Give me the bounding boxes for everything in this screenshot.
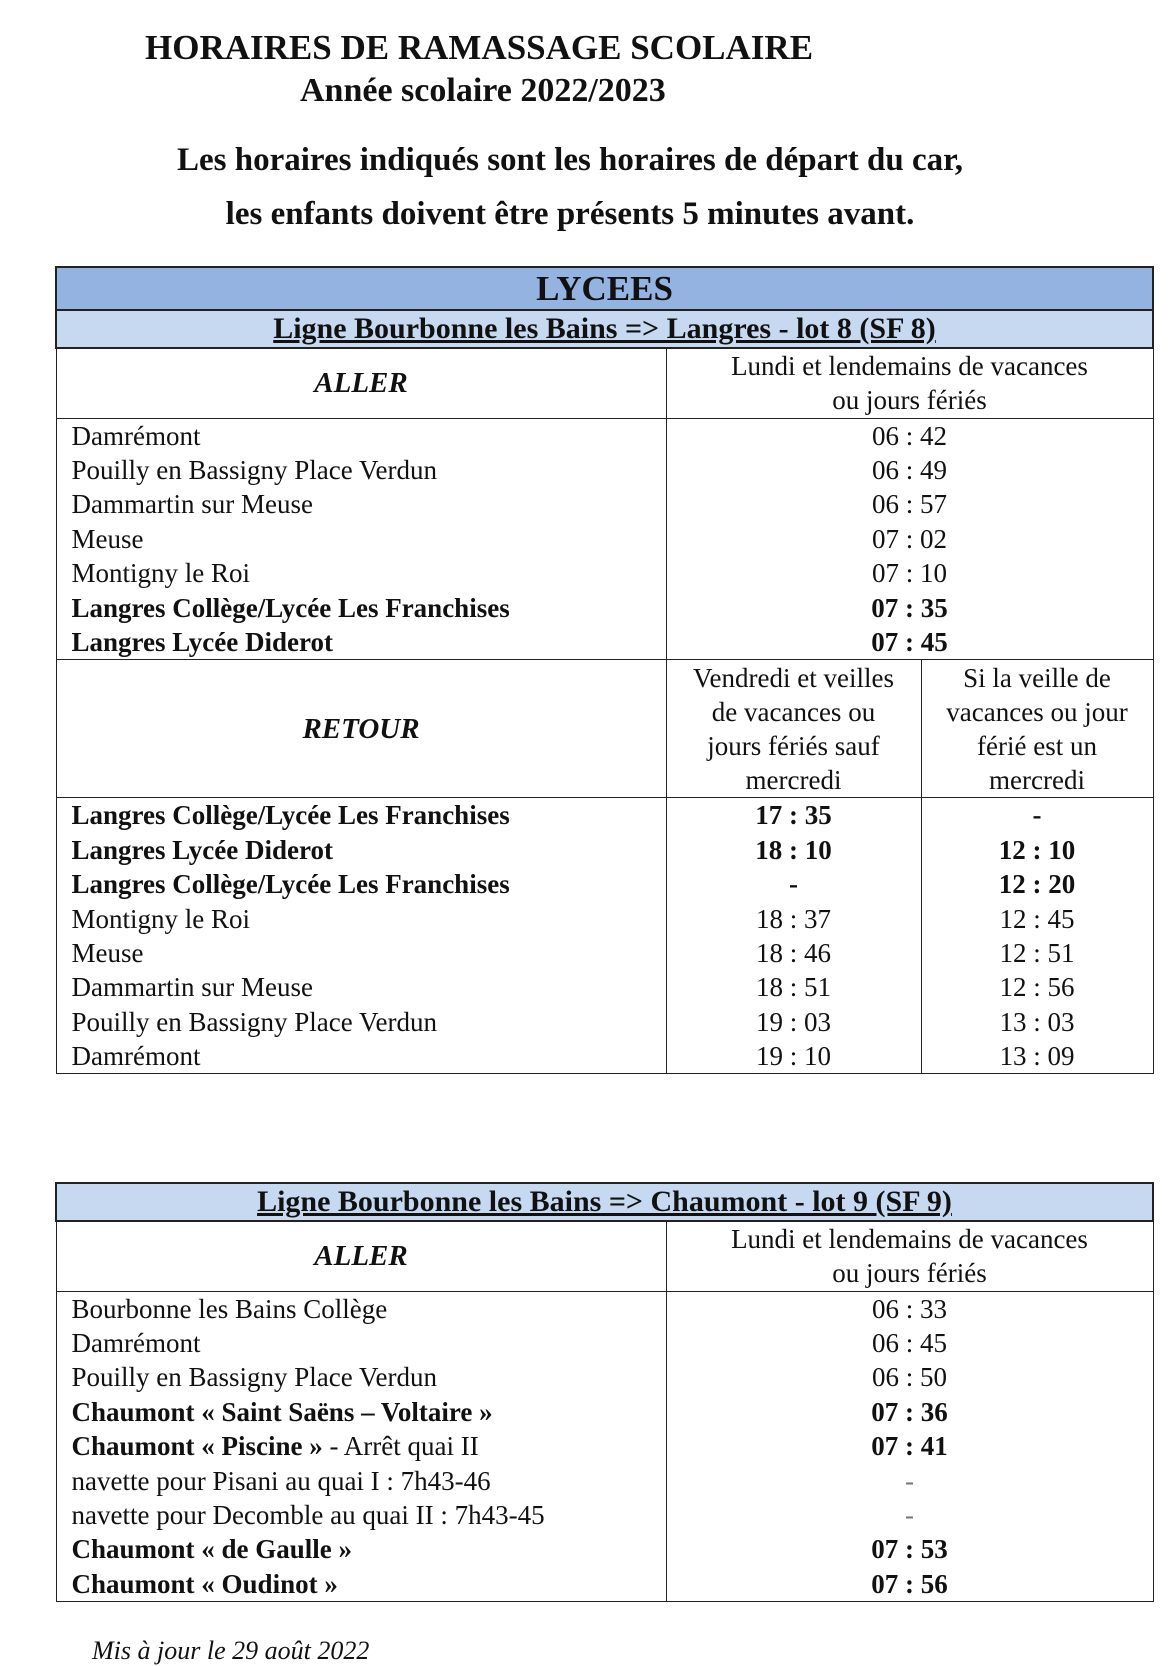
table-row: Montigny le Roi 07 : 10 [56,556,1153,590]
table-row: Langres Collège/Lycée Les Franchises - 12 : 20 [56,867,1153,901]
table-row: navette pour Pisani au quai I : 7h43-46 - [56,1463,1153,1497]
section-title: LYCEES [56,267,1153,310]
retour-column-header-friday: Vendredi et veilles de vacances ou jours fériés sauf mercredi [666,660,921,798]
retour-column-header-wednesday: Si la veille de vacances ou jour férié est un mercredi [921,660,1153,798]
table-row: Dammartin sur Meuse 06 : 57 [56,487,1153,521]
aller-column-header: Lundi et lendemains de vacances ou jours fériés [666,348,1153,418]
table-row: Meuse 18 : 46 12 : 51 [56,936,1153,970]
line-title: Ligne Bourbonne les Bains => Chaumont - lot 9 (SF 9) [56,1183,1153,1221]
table-row: Meuse 07 : 02 [56,522,1153,556]
document-subtitle: Année scolaire 2022/2023 [300,72,666,109]
aller-label: ALLER [56,1221,666,1291]
notice-line-1: Les horaires indiqués sont les horaires de départ du car, [177,142,963,178]
aller-column-header: Lundi et lendemains de vacances ou jours fériés [666,1221,1153,1291]
table-row: Langres Lycée Diderot 18 : 10 12 : 10 [56,833,1153,867]
table-row: Chaumont « de Gaulle » 07 : 53 [56,1532,1153,1566]
table-row: Chaumont « Oudinot » 07 : 56 [56,1567,1153,1602]
table-row: Chaumont « Piscine » - Arrêt quai II 07 : 41 [56,1429,1153,1463]
table-row: Pouilly en Bassigny Place Verdun 19 : 03 13 : 03 [56,1005,1153,1039]
aller-label: ALLER [56,348,666,418]
schedule-table-langres [55,266,1154,1074]
document-title: HORAIRES DE RAMASSAGE SCOLAIRE [145,28,814,67]
table-row: Langres Collège/Lycée Les Franchises 07 : 35 [56,590,1153,624]
table-row: Pouilly en Bassigny Place Verdun 06 : 50 [56,1360,1153,1394]
schedule-table-chaumont [55,1182,1154,1602]
table-row: Damrémont 06 : 45 [56,1326,1153,1360]
table-row: navette pour Decomble au quai II : 7h43-45 - [56,1498,1153,1532]
table-row: Bourbonne les Bains Collège 06 : 33 [56,1291,1153,1326]
table-row: Dammartin sur Meuse 18 : 51 12 : 56 [56,970,1153,1004]
table-row: Chaumont « Saint Saëns – Voltaire » 07 : 36 [56,1395,1153,1429]
last-updated-note: Mis à jour le 29 août 2022 [92,1636,370,1665]
table-row: Damrémont 06 : 42 [56,418,1153,453]
notice-line-2: les enfants doivent être présents 5 minutes avant. [225,196,915,232]
table-row: Pouilly en Bassigny Place Verdun 06 : 49 [56,453,1153,487]
line-title: Ligne Bourbonne les Bains => Langres - lot 8 (SF 8) [56,310,1153,348]
table-row: Damrémont 19 : 10 13 : 09 [56,1039,1153,1074]
table-row: Montigny le Roi 18 : 37 12 : 45 [56,901,1153,935]
table-row: Langres Collège/Lycée Les Franchises 17 : 35 - [56,798,1153,833]
table-row: Langres Lycée Diderot 07 : 45 [56,625,1153,660]
retour-label: RETOUR [56,660,666,798]
